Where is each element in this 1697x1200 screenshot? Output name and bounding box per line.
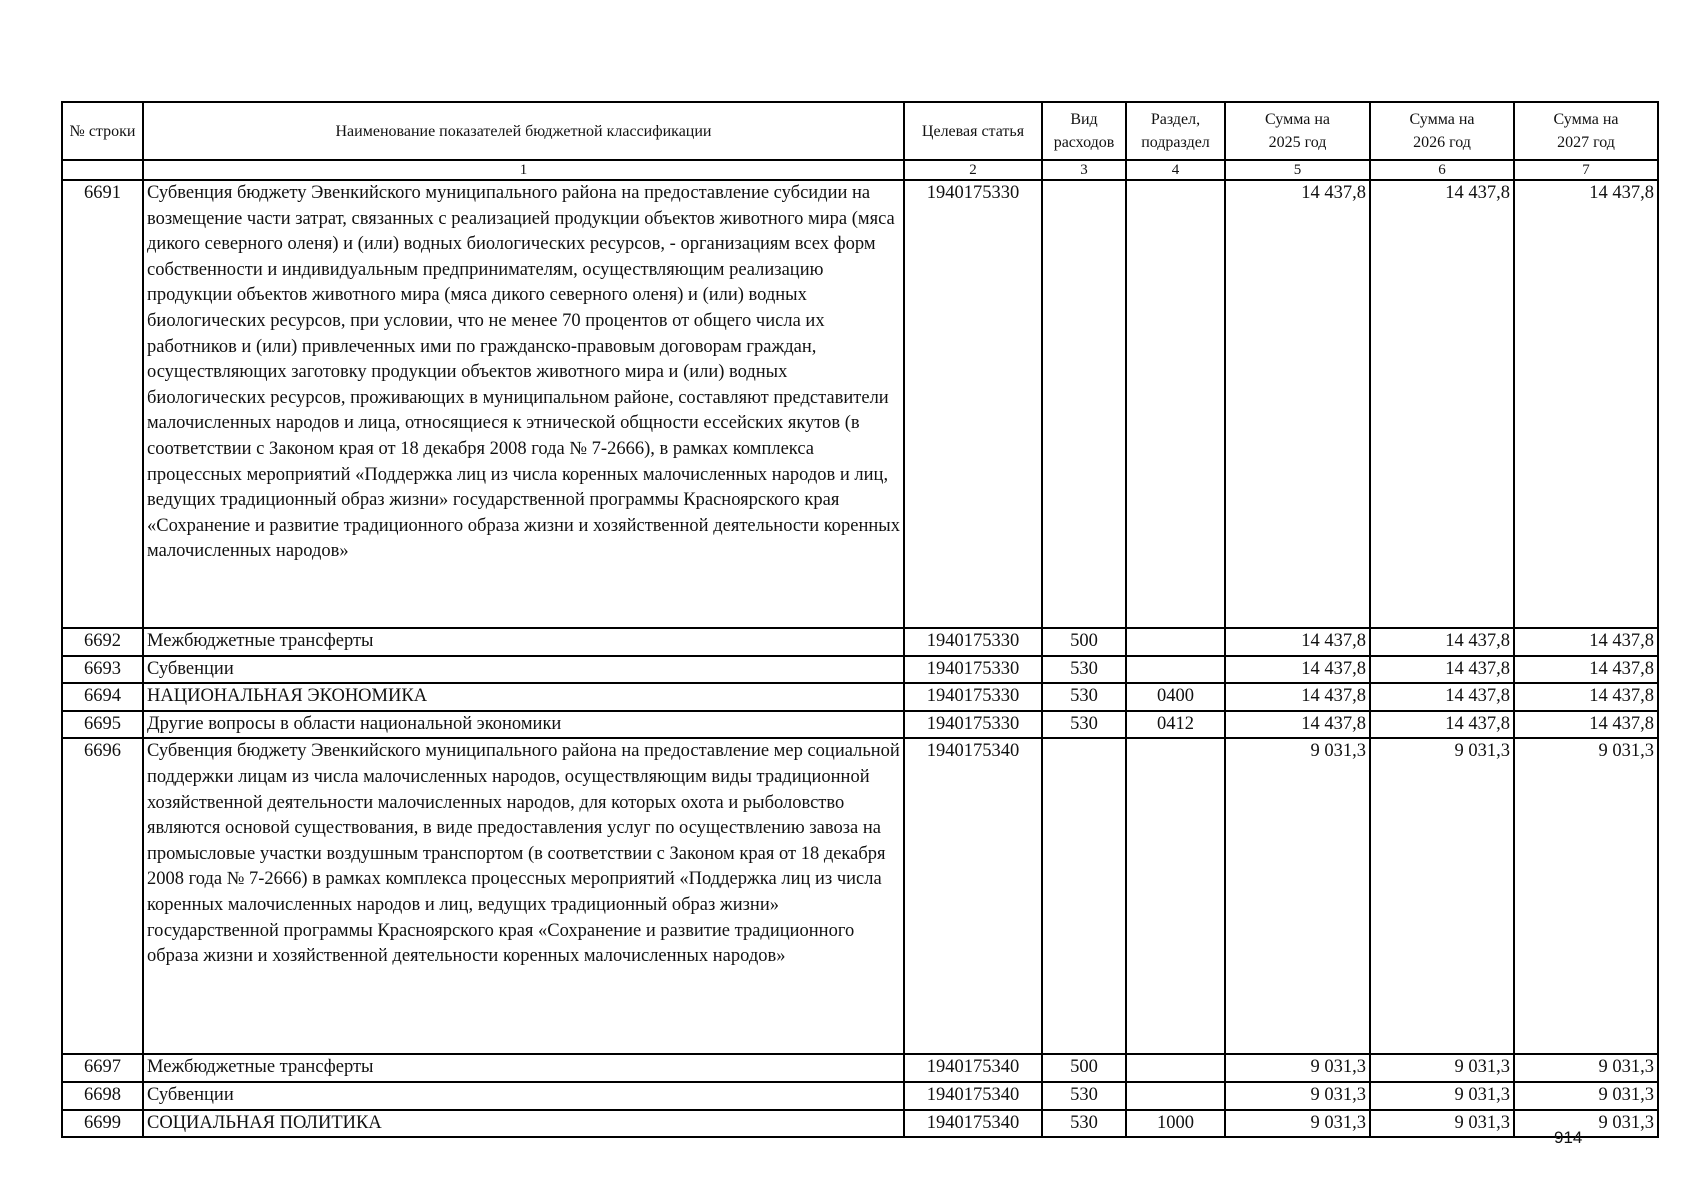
- row-section: 1000: [1126, 1110, 1225, 1138]
- column-number: 6: [1370, 160, 1514, 180]
- row-name: СОЦИАЛЬНАЯ ПОЛИТИКА: [143, 1110, 904, 1138]
- table-row: [62, 683, 1658, 711]
- table-header-row: [62, 102, 1658, 160]
- column-number: 7: [1514, 160, 1658, 180]
- row-sum-2025: 14 437,8: [1225, 656, 1370, 684]
- page-number: 914: [1554, 1128, 1583, 1147]
- table-row: [62, 628, 1658, 656]
- row-sum-2026: 14 437,8: [1370, 656, 1514, 684]
- column-number: 5: [1225, 160, 1370, 180]
- budget-table: [61, 101, 1659, 1138]
- row-section: [1126, 1054, 1225, 1082]
- row-sum-2027: 9 031,3: [1514, 1110, 1658, 1138]
- row-target: 1940175330: [904, 180, 1042, 628]
- row-sum-2027: 9 031,3: [1514, 738, 1658, 1054]
- row-name: Межбюджетные трансферты: [143, 1054, 904, 1082]
- row-expense-type: 500: [1042, 628, 1126, 656]
- header-section: Раздел, подраздел: [1126, 102, 1225, 160]
- column-number: 3: [1042, 160, 1126, 180]
- row-number: 6692: [62, 628, 143, 656]
- row-sum-2025: 9 031,3: [1225, 1054, 1370, 1082]
- header-row-number: № строки: [62, 102, 143, 160]
- header-sum-2025: Сумма на 2025 год: [1225, 102, 1370, 160]
- row-expense-type: 530: [1042, 711, 1126, 739]
- row-sum-2027: 14 437,8: [1514, 628, 1658, 656]
- row-section: [1126, 656, 1225, 684]
- row-sum-2025: 14 437,8: [1225, 683, 1370, 711]
- row-sum-2027: 14 437,8: [1514, 683, 1658, 711]
- row-number: 6697: [62, 1054, 143, 1082]
- table-row: [62, 1054, 1658, 1082]
- header-target: Целевая статья: [904, 102, 1042, 160]
- table-row: [62, 1110, 1658, 1138]
- row-expense-type: 530: [1042, 656, 1126, 684]
- row-section: [1126, 738, 1225, 1054]
- row-section: [1126, 180, 1225, 628]
- column-number-blank: [62, 160, 143, 180]
- row-sum-2025: 9 031,3: [1225, 738, 1370, 1054]
- table-row: [62, 711, 1658, 739]
- row-name: НАЦИОНАЛЬНАЯ ЭКОНОМИКА: [143, 683, 904, 711]
- row-expense-type: 530: [1042, 1082, 1126, 1110]
- row-sum-2025: 14 437,8: [1225, 180, 1370, 628]
- header-sum-2026: Сумма на 2026 год: [1370, 102, 1514, 160]
- column-number-row: [62, 160, 1658, 180]
- row-expense-type: 500: [1042, 1054, 1126, 1082]
- row-expense-type: 530: [1042, 1110, 1126, 1138]
- row-sum-2027: 14 437,8: [1514, 656, 1658, 684]
- row-target: 1940175330: [904, 656, 1042, 684]
- row-sum-2025: 14 437,8: [1225, 711, 1370, 739]
- row-sum-2026: 14 437,8: [1370, 711, 1514, 739]
- row-sum-2026: 14 437,8: [1370, 628, 1514, 656]
- row-sum-2027: 14 437,8: [1514, 711, 1658, 739]
- row-name: Субвенция бюджету Эвенкийского муниципального района на предоставление мер социальной поддержки лицам из числа малочисленных народов, осуществляющим виды традиционной хозяйственной деятельности малочисленных народов, для которых охота и рыболовство являются основой существования, в виде предоставления услуг по осуществлению завоза на промысловые участки воздушным транспортом (в соответствии с Законом края от 18 декабря 2008 года № 7-2666) в рамках комплекса процессных мероприятий «Поддержка лиц из числа коренных малочисленных народов и лиц, ведущих традиционный образ жизни» государственной программы Красноярского края «Сохранение и развитие традиционного образа жизни и хозяйственной деятельности коренных малочисленных народов»: [143, 738, 904, 1054]
- row-expense-type: [1042, 738, 1126, 1054]
- row-target: 1940175340: [904, 1082, 1042, 1110]
- row-section: [1126, 1082, 1225, 1110]
- row-name: Межбюджетные трансферты: [143, 628, 904, 656]
- row-sum-2027: 9 031,3: [1514, 1054, 1658, 1082]
- row-sum-2025: 9 031,3: [1225, 1110, 1370, 1138]
- row-sum-2026: 9 031,3: [1370, 1054, 1514, 1082]
- table-row: [62, 1082, 1658, 1110]
- row-number: 6693: [62, 656, 143, 684]
- row-target: 1940175330: [904, 683, 1042, 711]
- row-name: Субвенция бюджету Эвенкийского муниципального района на предоставление субсидии на возмещение части затрат, связанных с реализацией продукции объектов животного мира (мяса дикого северного оленя) и (или) водных биологических ресурсов, - организациям всех форм собственности и индивидуальным предпринимателям, осуществляющим реализацию продукции объектов животного мира (мяса дикого северного оленя) и (или) водных биологических ресурсов, при условии, что не менее 70 процентов от общего числа их работников и (или) привлеченных ими по гражданско-правовым договорам граждан, осуществляющих заготовку продукции объектов животного мира и (или) водных биологических ресурсов, проживающих в муниципальном районе, составляют представители малочисленных народов и лица, относящиеся к этнической общности ессейских якутов (в соответствии с Законом края от 18 декабря 2008 года № 7-2666), в рамках комплекса процессных мероприятий «Поддержка лиц из числа коренных малочисленных народов и лиц, ведущих традиционный образ жизни» государственной программы Красноярского края «Сохранение и развитие традиционного образа жизни и хозяйственной деятельности коренных малочисленных народов»: [143, 180, 904, 628]
- row-sum-2026: 9 031,3: [1370, 1082, 1514, 1110]
- row-number: 6695: [62, 711, 143, 739]
- table-row: [62, 656, 1658, 684]
- column-number: 4: [1126, 160, 1225, 180]
- row-target: 1940175340: [904, 738, 1042, 1054]
- row-sum-2026: 9 031,3: [1370, 738, 1514, 1054]
- row-target: 1940175340: [904, 1054, 1042, 1082]
- row-name: Другие вопросы в области национальной экономики: [143, 711, 904, 739]
- row-section: [1126, 628, 1225, 656]
- row-sum-2027: 14 437,8: [1514, 180, 1658, 628]
- row-sum-2026: 14 437,8: [1370, 683, 1514, 711]
- row-expense-type: [1042, 180, 1126, 628]
- row-sum-2026: 9 031,3: [1370, 1110, 1514, 1138]
- row-number: 6696: [62, 738, 143, 1054]
- header-expense-type: Вид расходов: [1042, 102, 1126, 160]
- row-number: 6699: [62, 1110, 143, 1138]
- column-number: 1: [143, 160, 904, 180]
- row-name: Субвенции: [143, 656, 904, 684]
- row-target: 1940175340: [904, 1110, 1042, 1138]
- row-target: 1940175330: [904, 711, 1042, 739]
- row-section: 0400: [1126, 683, 1225, 711]
- row-number: 6698: [62, 1082, 143, 1110]
- row-number: 6694: [62, 683, 143, 711]
- row-sum-2027: 9 031,3: [1514, 1082, 1658, 1110]
- row-target: 1940175330: [904, 628, 1042, 656]
- row-number: 6691: [62, 180, 143, 628]
- row-section: 0412: [1126, 711, 1225, 739]
- column-number: 2: [904, 160, 1042, 180]
- header-sum-2027: Сумма на 2027 год: [1514, 102, 1658, 160]
- row-sum-2025: 14 437,8: [1225, 628, 1370, 656]
- header-name: Наименование показателей бюджетной классификации: [143, 102, 904, 160]
- row-expense-type: 530: [1042, 683, 1126, 711]
- row-name: Субвенции: [143, 1082, 904, 1110]
- row-sum-2025: 9 031,3: [1225, 1082, 1370, 1110]
- table-row: [62, 180, 1658, 628]
- table-row: [62, 738, 1658, 1054]
- row-sum-2026: 14 437,8: [1370, 180, 1514, 628]
